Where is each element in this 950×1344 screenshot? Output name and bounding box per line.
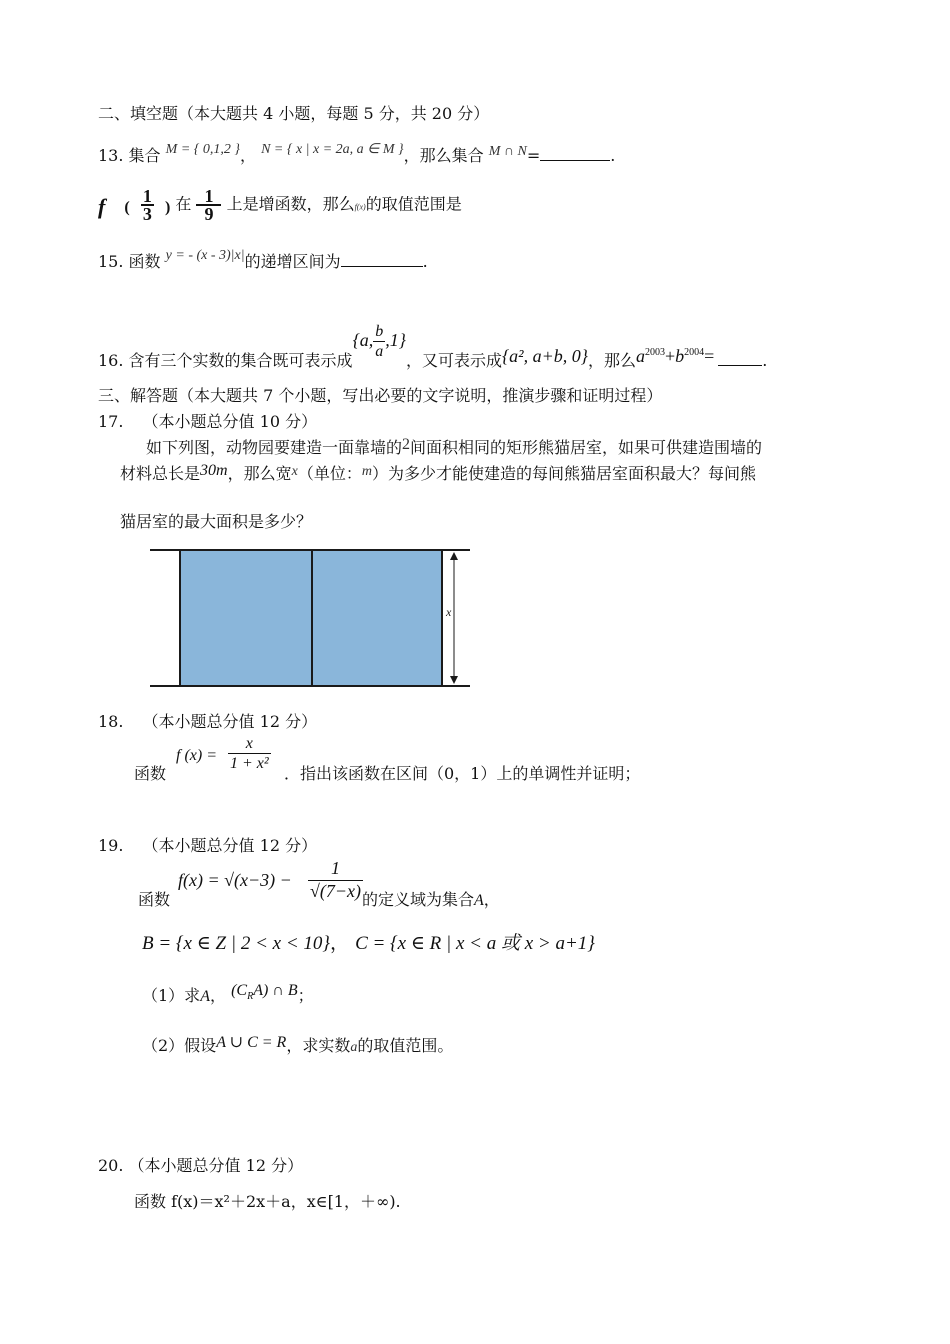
- q14-small-expr: f(x): [354, 202, 366, 212]
- q16-text-c: ，那么: [587, 350, 636, 370]
- q19-part-1: （1）求A， $(C_RA)$ ∩ B；: [142, 982, 314, 1005]
- q14-text-c: 的取值范围是: [365, 194, 462, 214]
- q15-text-b: 的递增区间为: [244, 252, 341, 271]
- q19-sets: B = {x ∈ Z | 2 < x < 10}， C = {x ∈ R | x < a 或 x > a+1}: [142, 932, 595, 954]
- q19-text-a: 函数: [138, 890, 171, 909]
- q16-text-b: ，又可表示成: [405, 350, 502, 370]
- q15-answer-blank: [341, 252, 423, 267]
- q14-text-b: 上是增函数，那么: [226, 194, 355, 214]
- q17-number: 17.: [98, 412, 124, 431]
- q14-fraction-2: $\frac{1}{9}$: [196, 188, 221, 222]
- enclosure-room-2: [312, 550, 442, 686]
- q18-text-b: ．指出该函数在区间（0，1）上的单调性并证明；: [284, 764, 641, 783]
- q18-lhs: f (x) =: [176, 747, 217, 764]
- q17-line-2: 材料总长是30m，那么宽x（单位：m）为多少才能使建造的每间熊猫居室面积最大？每间熊: [120, 462, 756, 483]
- q13-expr: M ∩ N: [488, 144, 527, 159]
- q19-set-b: B = {x ∈ Z | 2 < x < 10}: [142, 933, 330, 954]
- q13-comma: ，: [239, 146, 256, 165]
- q14-paren-open: (: [124, 198, 130, 216]
- q18-fraction: $\frac{x}{\text{1 + x²}}$: [230, 735, 269, 773]
- width-arrow-head-top: [450, 552, 458, 560]
- question-14: [98, 188, 462, 228]
- q13-set-n: N = { x | x = 2a, a ∈ M }: [261, 142, 404, 157]
- q16-set-2: {a², a+b, 0}: [501, 345, 588, 366]
- section3-heading: 三、解答题（本大题共 7 个小题，写出必要的文字说明，推演步骤和证明过程）: [98, 386, 663, 405]
- q16-power-expr: $a^{2003}+b^{2004}=$: [635, 345, 715, 366]
- q16-number: 16.: [98, 350, 124, 370]
- q13-number: 13.: [98, 146, 124, 165]
- width-arrow-head-bottom: [450, 676, 458, 684]
- q20-function: 函数 f(x)＝x²＋2x＋a，x∈[1，＋∞).: [134, 1192, 401, 1211]
- q15-number: 15.: [98, 252, 124, 271]
- panda-enclosure-diagram: [150, 546, 476, 692]
- q13-eq: =: [526, 146, 541, 165]
- q17-score: （本小题总分值 10 分）: [142, 412, 318, 431]
- q14-text-a: 在: [175, 194, 192, 214]
- q17-line-1: 如下列图，动物园要建造一面靠墙的2间面积相同的矩形熊猫居室，如果可供建造围墙的: [146, 436, 763, 457]
- enclosure-room-1: [180, 550, 312, 686]
- q19-header: 19. （本小题总分值 12 分）: [98, 836, 318, 855]
- q19-part-2: （2）假设A ∪ C = R，求实数a的取值范围。: [142, 1034, 454, 1055]
- q14-fraction-1: $\frac{1}{3}$: [142, 186, 152, 224]
- q17-line-3: 猫居室的最大面积是多少？: [120, 512, 313, 531]
- q13-set-m: M = { 0,1,2 }: [165, 142, 240, 157]
- q16-end: .: [762, 350, 768, 370]
- q20-header: 20. （本小题总分值 12 分）: [98, 1156, 304, 1175]
- q17-header: [98, 412, 317, 431]
- q19-fraction: $\frac{1}{√(7-x)}$: [310, 858, 362, 901]
- q15-text-a: 函数: [128, 252, 161, 271]
- q19-func-lhs: f(x) = √(x−3) −: [178, 870, 292, 890]
- question-16: [98, 312, 768, 370]
- width-label: x: [446, 605, 452, 619]
- q19-text-b: 的定义域为集合A，: [362, 890, 500, 909]
- q18-header: 18. （本小题总分值 12 分）: [98, 712, 318, 731]
- question-13: [98, 142, 616, 167]
- section2-heading: 二、填空题（本大题共 4 小题，每题 5 分，共 20 分）: [98, 104, 490, 123]
- q16-text-a: 含有三个实数的集合既可表示成: [128, 350, 353, 370]
- q13-answer-blank: [540, 146, 610, 161]
- q13-text-b: ，那么集合: [403, 146, 484, 165]
- question-15: [98, 248, 428, 273]
- q14-f-symbol: f: [98, 193, 106, 219]
- q13-text-a: 集合: [128, 146, 161, 165]
- q15-end: .: [422, 252, 428, 271]
- q16-set-1: {a, $\frac{b}{a}$ ,1}: [352, 323, 406, 361]
- q19-set-c: C = {x ∈ R | x < a 或 x > a+1}: [355, 933, 595, 954]
- q15-expr: y = - (x - 3)|x|: [165, 248, 245, 263]
- q14-paren-close: ): [164, 198, 171, 216]
- q18-text-a: 函数: [134, 764, 167, 783]
- q16-answer-blank: [718, 351, 762, 366]
- q13-end: .: [610, 146, 616, 165]
